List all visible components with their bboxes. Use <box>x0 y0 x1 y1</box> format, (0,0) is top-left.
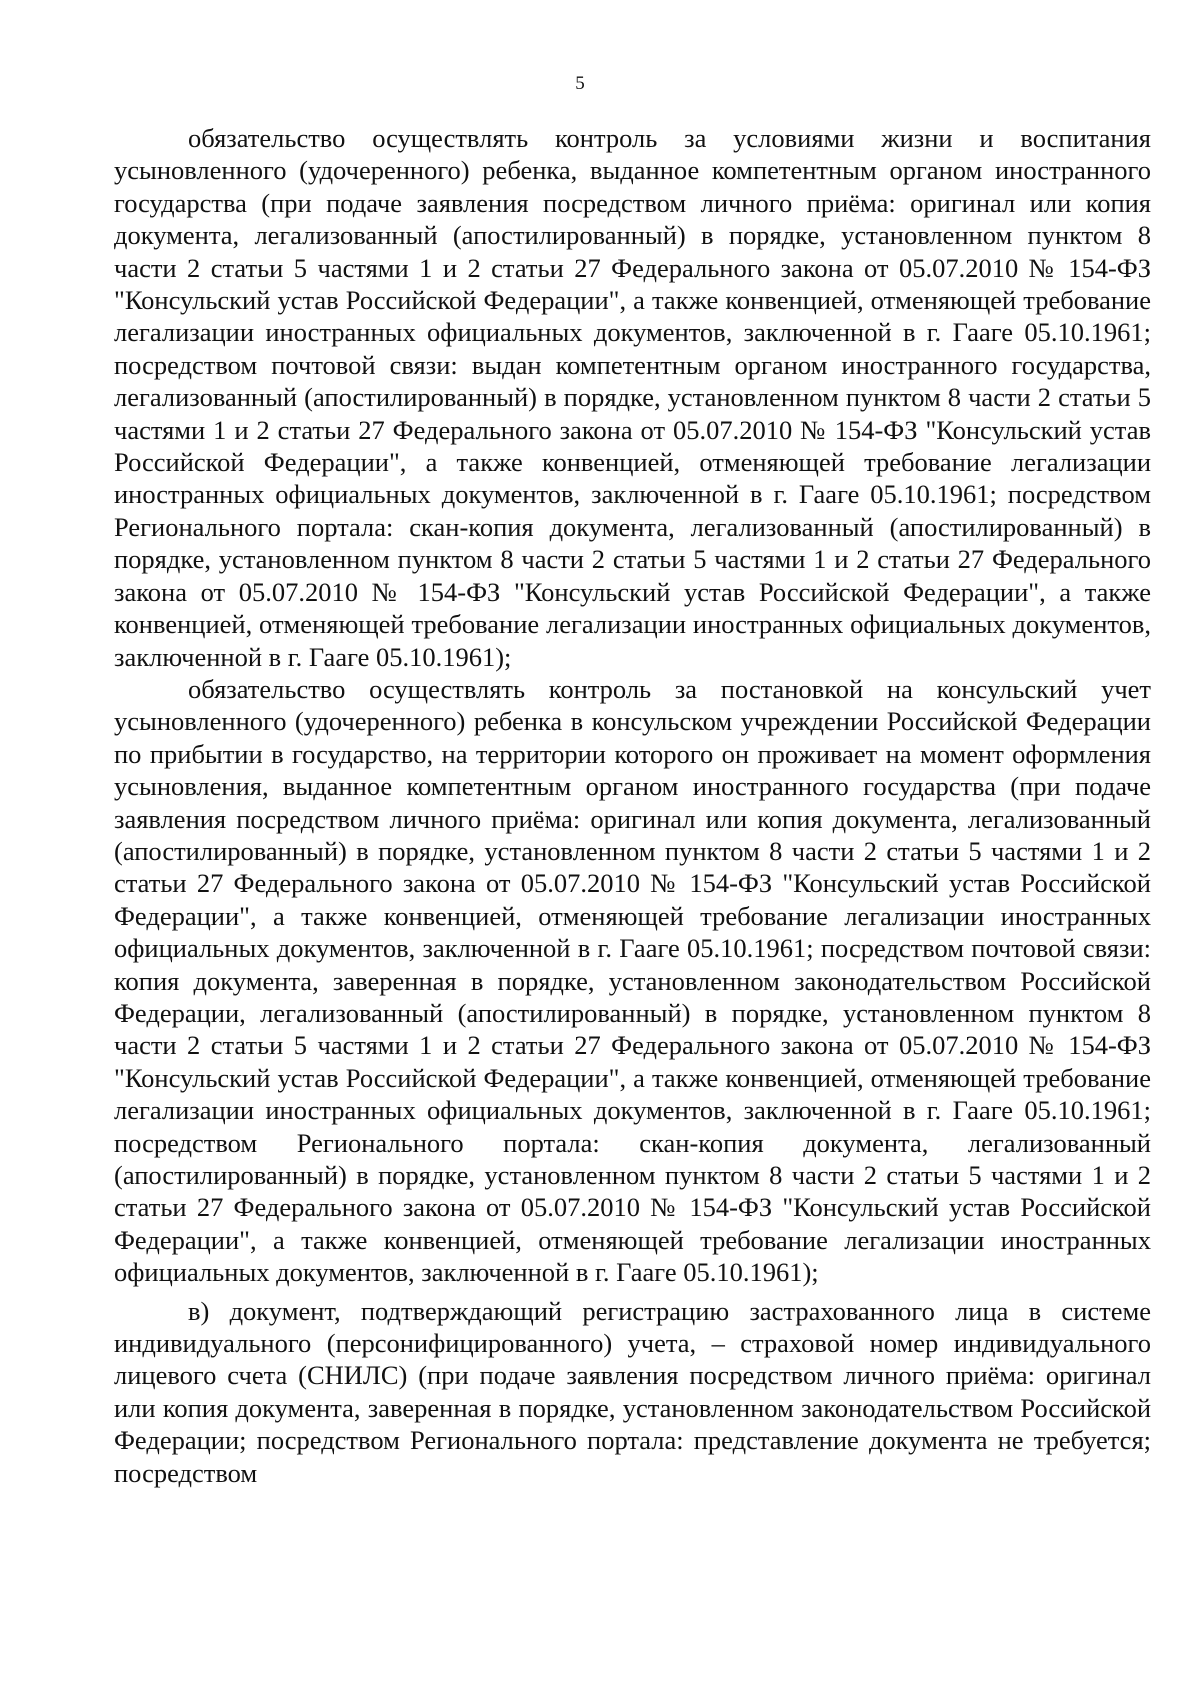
page-number: 5 <box>575 73 585 94</box>
paragraph-snils-document: в) документ, подтверждающий регистрацию застрахованного лица в системе индивидуального (персонифицированного) учета, – страховой номер индивидуального лицевого счета (СНИЛС) (при подаче заявления посредством личного приёма: оригинал или копия документа, заверенная в порядке, установленном законодательством Российской Федерации; посредством Регионального портала: представление документа не требуется; посредством <box>114 1295 1151 1488</box>
paragraph-consular-registration-obligation: обязательство осуществлять контроль за постановкой на консульский учет усыновленного (удочеренного) ребенка в консульском учреждении Российской Федерации по прибытии в государство, на территории которого он проживает на момент оформления усыновления, выданное компетентным органом иностранного государства (при подаче заявления посредством личного приёма: оригинал или копия документа, легализованный (апостилированный) в порядке, установленном пунктом 8 части 2 статьи 5 частями 1 и 2 статьи 27 Федерального закона от 05.07.2010 № 154-ФЗ "Консульский устав Российской Федерации", а также конвенцией, отменяющей требование легализации иностранных официальных документов, заключенной в г. Гааге 05.10.1961; посредством почтовой связи: копия документа, заверенная в порядке, установленном законодательством Российской Федерации, легализованный (апостилированный) в порядке, установленном пунктом 8 части 2 статьи 5 частями 1 и 2 статьи 27 Федерального закона от 05.07.2010 № 154-ФЗ "Консульский устав Российской Федерации", а также конвенцией, отменяющей требование легализации иностранных официальных документов, заключенной в г. Гааге 05.10.1961; посредством Регионального портала: скан-копия документа, легализованный (апостилированный) в порядке, установленном пунктом 8 части 2 статьи 5 частями 1 и 2 статьи 27 Федерального закона от 05.07.2010 № 154-ФЗ "Консульский устав Российской Федерации", а также конвенцией, отменяющей требование легализации иностранных официальных документов, заключенной в г. Гааге 05.10.1961); <box>114 673 1151 1288</box>
paragraph-adoption-living-conditions-obligation: обязательство осуществлять контроль за условиями жизни и воспитания усыновленного (удочеренного) ребенка, выданное компетентным органом иностранного государства (при подаче заявления посредством личного приёма: оригинал или копия документа, легализованный (апостилированный) в порядке, установленном пунктом 8 части 2 статьи 5 частями 1 и 2 статьи 27 Федерального закона от 05.07.2010 № 154-ФЗ "Консульский устав Российской Федерации", а также конвенцией, отменяющей требование легализации иностранных официальных документов, заключенной в г. Гааге 05.10.1961; посредством почтовой связи: выдан компетентным органом иностранного государства, легализованный (апостилированный) в порядке, установленном пунктом 8 части 2 статьи 5 частями 1 и 2 статьи 27 Федерального закона от 05.07.2010 № 154-ФЗ "Консульский устав Российской Федерации", а также конвенцией, отменяющей требование легализации иностранных официальных документов, заключенной в г. Гааге 05.10.1961; посредством Регионального портала: скан-копия документа, легализованный (апостилированный) в порядке, установленном пунктом 8 части 2 статьи 5 частями 1 и 2 статьи 27 Федерального закона от 05.07.2010 № 154-ФЗ "Консульский устав Российской Федерации", а также конвенцией, отменяющей требование легализации иностранных официальных документов, заключенной в г. Гааге 05.10.1961); <box>114 123 1151 672</box>
document-body <box>114 122 1151 1489</box>
